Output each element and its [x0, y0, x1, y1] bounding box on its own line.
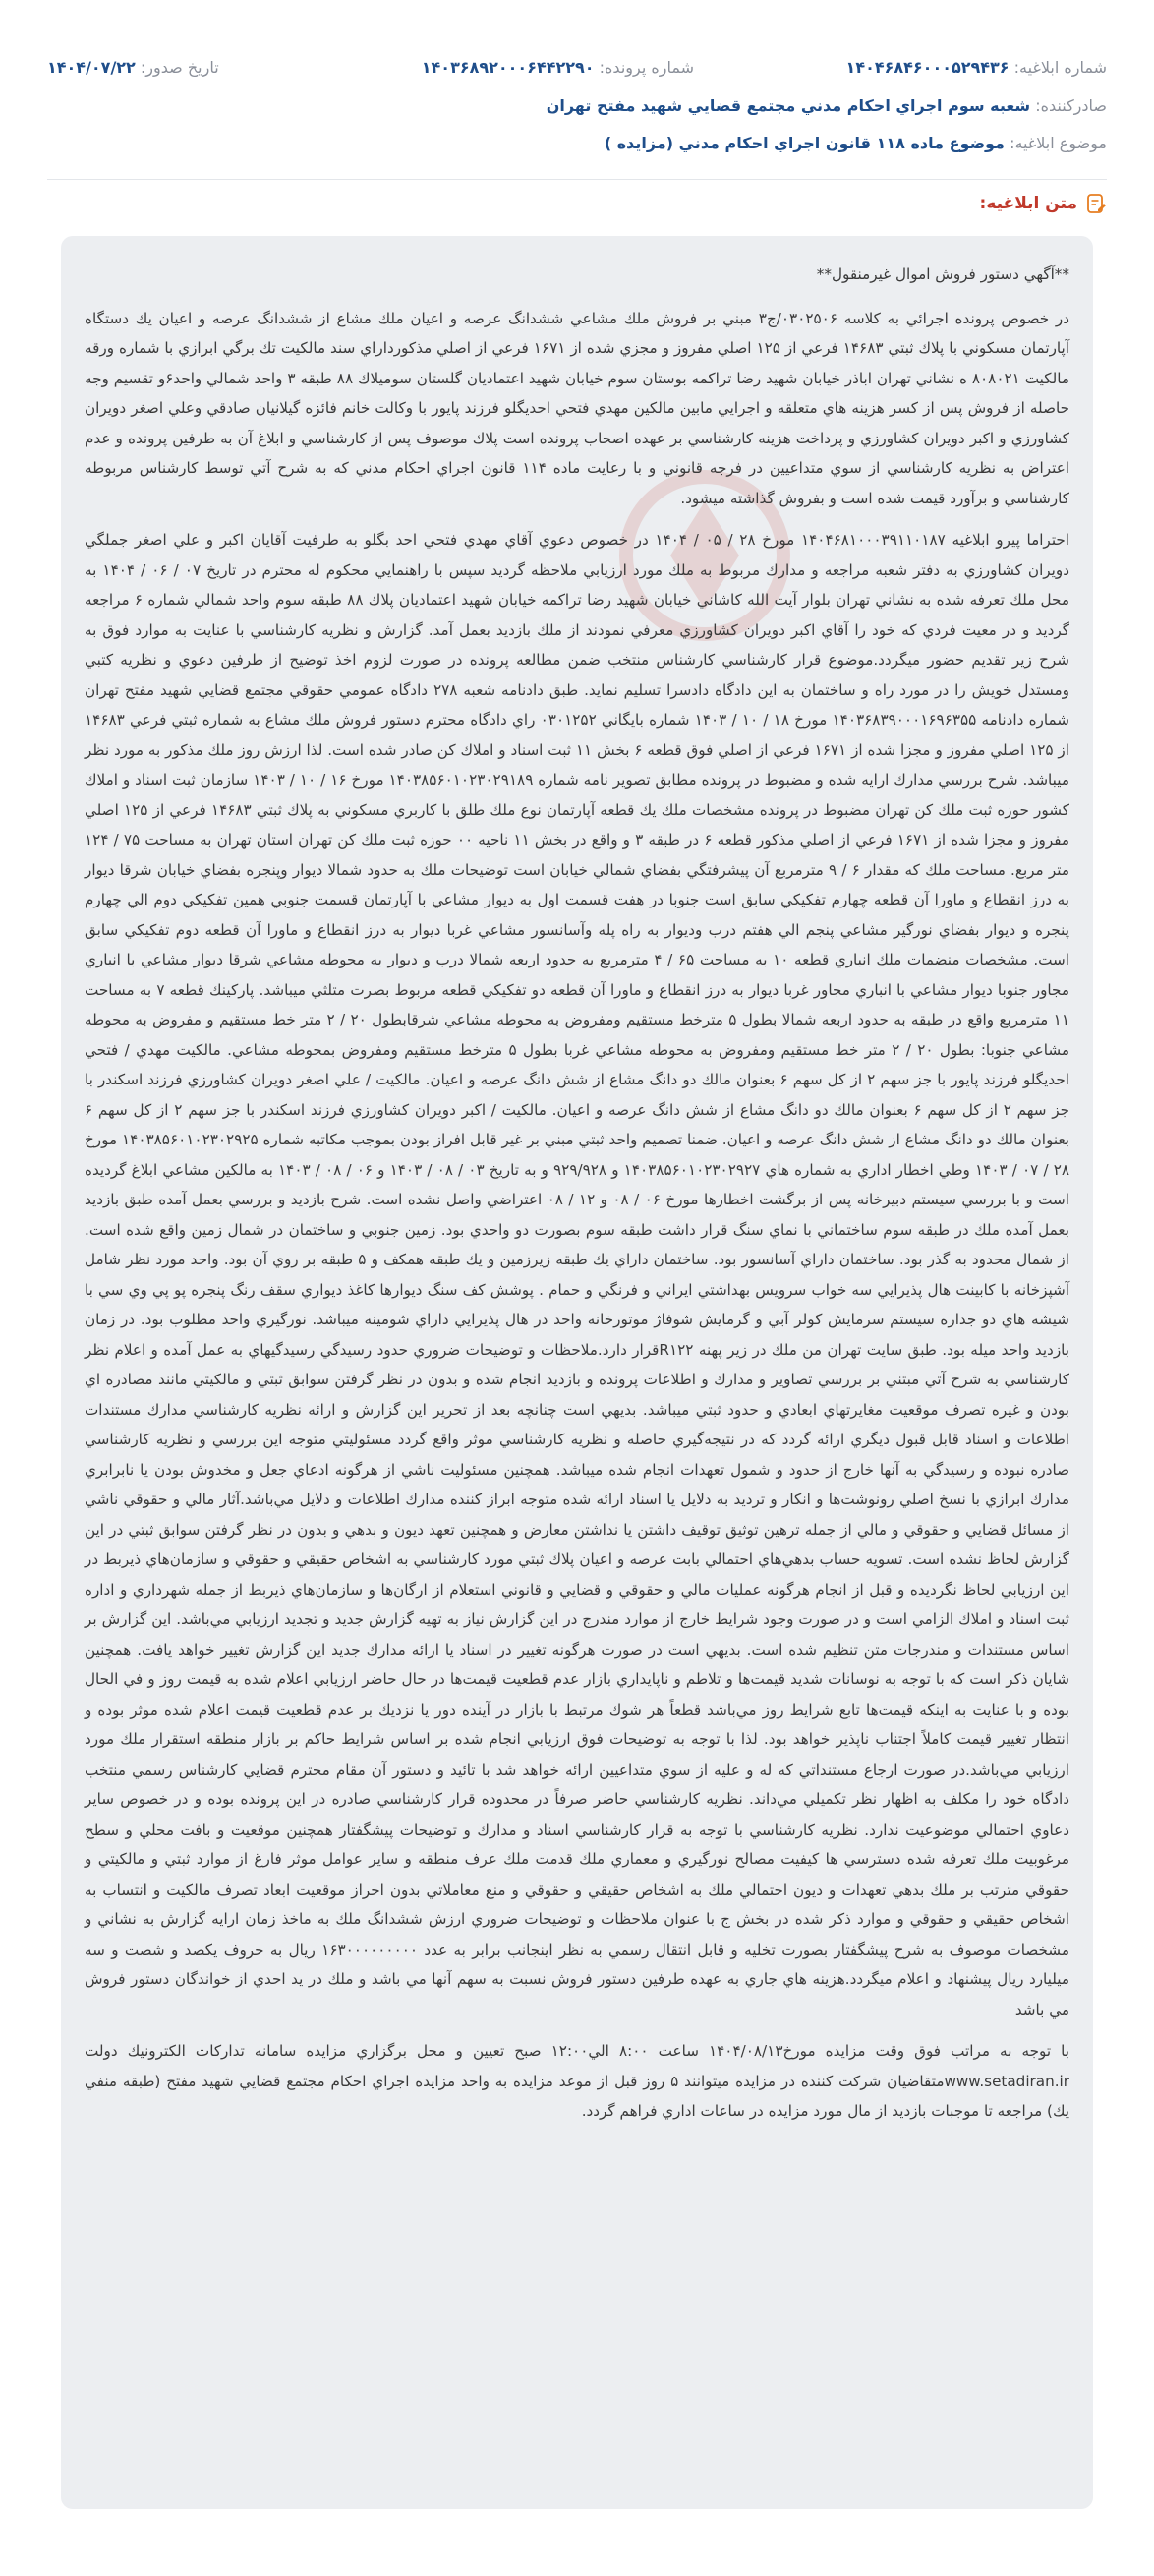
issuer-value: شعبه سوم اجراي احكام مدني مجتمع قضايي شهيد مفتح تهران: [546, 96, 1031, 115]
notice-number-label: شماره ابلاغیه:: [1013, 58, 1107, 77]
notice-body-card: [61, 236, 1093, 2509]
issue-date-label: تاریخ صدور:: [140, 58, 219, 77]
notice-paragraph-1: در خصوص پرونده اجرائي به كلاسه ۰۳۰۲۵۰۶/ج۳ مبني بر فروش ملك مشاعي ششدانگ عرصه و اعيان ملك مشاع از ششدانگ عرصه و اعيان يك دستگاه آپارتمان مسكوني با پلاك ثبتي ۱۴۶۸۳ فرعي از ۱۲۵ اصلي مفروز و مجزي شده از ۱۶۷۱ فرعي از اصلي مذكورداراي سند مالكيت تك برگي ابرازي با شماره ورقه مالكيت ۸۰۸۰۲۱ ه نشاني تهران اباذر خيابان شهيد رضا تراكمه بوستان سوم خيابان شهيد اعتماديان گلستان سوميلاك ۸۸ طبقه ۳ واحد شمالي واحد۶و تقسيم وجه حاصله از فروش پس از كسر هزينه هاي متعلقه و اجرايي مابين مالكين مهدي فتحي احديگلو فرزند پايور با وكالت خانم فائزه گيلانيان صادقي وعلي اصغر دويران كشاورزي و اكبر دويران كشاورزي و پرداخت هزينه كارشناسي بر عهده اصحاب پرونده است پلاك موصوف پس از كارشناسي و ابلاغ آن به طرفين پرونده و عدم اعتراض به نظريه كارشناسي از سوي متداعيين در فرجه قانوني و با رعايت ماده ۱۱۴ قانون اجراي احكام مدني كه به شرح آتي توسط كارشناس مربوطه كارشناسي و برآورد قيمت شده است و بفروش گذاشته ميشود.: [85, 309, 1069, 507]
notice-paragraph-3: با توجه به مراتب فوق وقت مزايده مورخ۱۴۰۴/۰۸/۱۳ ساعت ۸:۰۰ الي۱۲:۰۰ صبح تعيين و محل برگزاري مزايده سامانه تداركات الكترونيك دولت www.setadiran.irمتقاضيان شركت كننده در مزايده ميتوانند ۵ روز قبل از موعد مزايده به واحد مزايده اجراي احكام مجتمع قضايي شهيد مفتح (طبقه منفي يك) مراجعه تا موجبات بازديد از مال مورد مزايده در ساعات اداري فراهم گردد.: [85, 2042, 1070, 2120]
subject-label: موضوع ابلاغیه:: [1010, 134, 1107, 152]
issue-date: [47, 56, 219, 80]
issuer-row: [47, 94, 1107, 118]
issuer-label: صادرکننده:: [1035, 96, 1107, 115]
notice-paragraph-2: احتراما پيرو ابلاغيه ۱۴۰۴۶۸۱۰۰۰۳۹۱۱۰۱۸۷ مورخ ۲۸ / ۰۵ / ۱۴۰۴ در خصوص دعوي آقاي مهدي فتحي احد بگلو به طرفيت آقايان اكبر و علي اصغر جملگي دويران كشاورزي به دفتر شعبه مراجعه و مدارك مربوط به ملك مورد ارزيابي ملاحظه گرديد سپس با راهنمايي محكوم له محترم در تاريخ ۰۷ / ۰۶ / ۱۴۰۴ به محل ملك تعرفه شده به نشاني تهران بلوار آيت الله كاشاني خيابان شهيد رضا تراكمه خيابان شهيد اعتماديان پلاك ۸۸ طبقه سوم واحد شمالي شماره ۶ مراجعه گرديد و در معيت فردي كه خود را آقاي اكبر دويران كشاورزي معرفي نمودند از ملك بازديد بعمل آمد. گزارش و نظريه كارشناسي با عنايت به موارد فوق به شرح زير تقديم حضور ميگردد.موضوع قرار كارشناسي كارشناس منتخب ضمن مطالعه پرونده در صورت لزوم اخذ توضيح از طرفين دعوي و نظريه كتبي ومستدل خويش را در مورد راه و ساختمان به اين دادگاه دادسرا تسليم نمايد. طبق دادنامه شعبه ۲۷۸ دادگاه عمومي حقوقي مجتمع قضايي شهيد مفتح تهران شماره دادنامه ۱۴۰۳۶۸۳۹۰۰۰۱۶۹۶۳۵۵ مورخ ۱۸ / ۱۰ / ۱۴۰۳ شماره بايگاني ۰۳۰۱۲۵۲ راي دادگاه محترم دستور فروش ملك مشاع به شماره ثبتي فرعي ۱۴۶۸۳ از ۱۲۵ اصلي مفروز و مجزا شده از ۱۶۷۱ فرعي از اصلي فوق قطعه ۶ بخش ۱۱ ثبت اسناد و املاك كن صادر شده است. لذا ارزش روز ملك مذكور به مورد نظر ميباشد. شرح بررسي مدارك ارايه شده و مضبوط در پرونده مطابق تصوير نامه شماره ۱۴۰۳۸۵۶۰۱۰۲۳۰۲۹۱۸۹ مورخ ۱۶ / ۱۰ / ۱۴۰۳ سازمان ثبت اسناد و املاك كشور حوزه ثبت ملك كن تهران مضبوط در پرونده مشخصات ملك يك قطعه آپارتمان نوع ملك طلق با كاربري مسكوني به پلاك ثبتي ۱۴۶۸۳ فرعي از ۱۲۵ اصلي مفروز و مجزا شده از ۱۶۷۱ فرعي از اصلي مذكور قطعه ۶ در طبقه ۳ و واقع در بخش ۱۱ ناحيه ۰۰ حوزه ثبت ملك كن تهران استان تهران به مساحت ۷۵ / ۱۲۴ متر مربع. مساحت ملك كه مقدار ۶ / ۹ مترمربع آن پيشرفتگي بفضاي شمالي خيابان است توضيحات ملك به حدود شمالا ديوار وپنجره بفضاي خيابان شرقا ديوار به درز انقطاع و ماورا آن قطعه چهارم تفكيكي سابق است جنوبا در هفت قسمت اول به ديوار مشاعي با آپارتمان قسمت جنوبي همين تفكيكي دوم الي چهارم پنجره و ديوار بفضاي نورگير مشاعي پنجم الي هفتم درب وديوار به راه پله وآسانسور مشاعي غربا ديوار به درز انقطاع و ماورا آن قطعه دوم تفكيكي سابق است. مشخصات منضمات ملك انباري قطعه ۱۰ به مساحت ۶۵ / ۴ مترمربع به حدود اربعه شمالا درب و ديوار به محوطه مشاعي شرقا ديوار مشاعي با انباري مجاور جنوبا ديوار مشاعي با انباري مجاور غربا ديوار به درز انقطاع و ماورا آن قطعه دو تفكيكي قطعه مربوط بصرت متلثي ميباشد. پاركينك قطعه ۷ به مساحت ۱۱ مترمربع واقع در طبقه به حدود اربعه شمالا بطول ۵ مترخط مستقيم ومفروض به محوطه مشاعي شرقابطول ۲۰ / ۲ متر خط مستقيم و مفروض به محوطه مشاعي جنوبا: بطول ۲۰ / ۲ متر خط مستقيم ومفروض به محوطه مشاعي غربا بطول ۵ مترخط مستقيم ومفروض بمحوطه مشاعي. مالكيت مهدي / فتحي احديگلو فرزند پايور با جز سهم ۲ از كل سهم ۶ بعنوان مالك دو دانگ مشاع از شش دانگ عرصه و اعيان. مالكيت / علي اصغر دويران كشاورزي فرزند اسكندر با جز سهم ۲ از كل سهم ۶ بعنوان مالك دو دانگ مشاع از شش دانگ عرصه و اعيان. مالكيت / اكبر دويران كشاورزي فرزند اسكندر با جز سهم ۲ از كل سهم ۶ بعنوان مالك دو دانگ مشاع از شش دانگ عرصه و اعيان. ضمنا تصميم واحد ثبتي مبني بر غير قابل افراز بودن بموجب مكاتبه شماره ۱۴۰۳۸۵۶۰۱۰۲۳۰۲۹۲۵ مورخ ۲۸ / ۰۷ / ۱۴۰۳ وطي اخطار اداري به شماره هاي ۱۴۰۳۸۵۶۰۱۰۲۳۰۲۹۲۷ و ۹۲۹/۹۲۸ و به تاريخ ۰۳ / ۰۸ / ۱۴۰۳ و ۰۶ / ۰۸ / ۱۴۰۳ به مالكين مشاعي ابلاغ گرديده است و با بررسي سيستم دبيرخانه پس از برگشت اخطارها مورخ ۰۶ / ۰۸ و ۱۲ / ۰۸ اعتراضي واصل نشده است. شرح بازديد و بررسي بعمل آمده طبق بازديد بعمل آمده ملك در طبقه سوم ساختماني با نماي سنگ قرار داشت طبقه سوم بصورت دو واحدي بود. زمين جنوبي و ساختمان در شمال زمين واقع شده است. از شمال محدود به گذر بود. ساختمان داراي آسانسور بود. ساختمان داراي يك طبقه زيرزمين و يك طبقه همكف و ۵ طبقه بر روي آن بود. واحد مورد نظر شامل آشپزخانه با كابينت هال پذيرايي سه خواب سرويس بهداشتي ايراني و فرنگي و حمام . پوشش كف سنگ ديوارها كاغذ ديواري سقف رنگ پنجره پو پي وي سي با شيشه هاي دو جداره سيستم سرمايش كولر آبي و گرمايش شوفاژ موتورخانه واحد در هال پذيرايي داراي شومينه ميباشد. نورگيري واحد مطلوب بود. در زمان بازديد واحد ميله بود. طبق سايت تهران من ملك در زير پهنه R۱۲۲قرار دارد.ملاحظات و توضيحات ضروري حدود رسيدگي رسيدگيهاي به عمل آمده و اعلام نظر كارشناسي به شرح آتي مبتني بر بررسي تصاوير و مدارك و اطلاعات پرونده و بازديد انجام شده و بدون در نظر گرفتن سوابق ثبتي و مالكيتي مانند مصادره اي بودن و غيره تصرف موقعيت مغايرتهاي ابعادي و حدود ثبتي ميباشد. بديهي است چنانچه بعد از تحرير اين گزارش و ارائه نظريه كارشناسي مدارك مستندات اطلاعات و اسناد قابل قبول ديگري ارائه گردد كه در نتيجه‌گيري حاصله و نظريه كارشناسي موثر واقع گردد مسئوليتي متوجه اين بررسي و نظريه كارشناسي صادره نبوده و رسيدگي به آنها خارج از حدود و شمول تعهدات انجام شده ميباشد. همچنين مسئوليت ناشي از هرگونه ادعاي جعل و مخدوش بودن يا نابرابري مدارك ابرازي با نسخ اصلي رونوشت‌ها و انكار و ترديد به دلايل يا اسناد ارائه شده متوجه ابراز كننده مدارك اطلاعات و دلايل مي‌باشد.آثار مالي و حقوقي ناشي از مسائل قضايي و حقوقي و مالي از جمله ترهين توثيق توقيف داشتن يا نداشتن معارض و همچنين تعهد ديون و بدهي و بدون در نظر گرفتن سوابق ثبتي در اين گزارش لحاظ نشده است. تسويه حساب بدهي‌هاي احتمالي بابت عرصه و اعيان پلاك ثبتي مورد كارشناسي به اشخاص حقيقي و حقوقي و سازمان‌هاي ذيربط در اين ارزيابي لحاظ نگرديده و قبل از انجام هرگونه عمليات مالي و حقوقي و قضايي و قانوني استعلام از ارگان‌ها و سازمان‌هاي ذيربط از جمله شهرداري و اداره ثبت اسناد و املاك الزامي است و در صورت وجود شرايط خارج از موارد مندرج در اين گزارش نياز به تهيه گزارش جديد و تجديد ارزيابي مي‌باشد. اين گزارش بر اساس مستندات و مندرجات متن تنظيم شده است. بديهي است در صورت هرگونه تغيير در اسناد يا ارائه مدارك جديد اين گزارش تغيير خواهد يافت. همچنين شايان ذكر است كه با توجه به نوسانات شديد قيمت‌ها و تلاطم و ناپايداري بازار عدم قطعيت قيمت‌ها در حال حاضر ارزيابي اعلام شده به قيمت روز و في الحال بوده و با عنايت به اينكه قيمت‌ها تابع شرايط روز مي‌باشد قطعاً هر شوك مرتبط با بازار در آينده دور يا نزديك بر عدم قطعيت قيمت اعلام شده موثر بوده و انتظار تغيير قيمت كاملاً اجتناب ناپذير خواهد بود. لذا با توجه به توضيحات فوق ارزيابي انجام شده بر اساس شرايط حاكم بر بازار منطقه استقرار ملك مورد ارزيابي مي‌باشد.در صورت ارجاع مستنداتي كه له و عليه از سوي متداعيين ارائه خواهد شد با تائيد و دستور آن مقام محترم قضايي كارشناس رسمي منتخب دادگاه خود را مكلف به اظهار نظر تكميلي مي‌داند. نظريه كارشناسي حاضر صرفاً در محدوده قرار كارشناسي صادره در اين پرونده بوده و در خصوص ساير دعاوي احتمالي موضوعيت ندارد. نظريه كارشناسي با توجه به قرار كارشناسي اسناد و مدارك و توضيحات پيشگفتار همچنين موقعيت و بافت محلي و سطح مرغوبيت ملك تعرفه شده دسترسي ها كيفيت مصالح نورگيري و معماري ملك قدمت ملك عرف منطقه و ساير عوامل موثر فارغ از موارد ثبتي و مالكيتي و حقوقي مترتب بر ملك بدهي تعهدات و ديون احتمالي ملك به اشخاص حقيقي و حقوقي و منع معاملاتي بدون احراز موقعيت ابعاد تصرف مالكيت و انتساب به اشخاص حقيقي و حقوقي و موارد ذكر شده در بخش ج با عنوان ملاحظات و توضيحات ضروري ارزش ششدانگ ملك به ماخذ زمان ارايه گزارش به نشاني و مشخصات موصوف به شرح پيشگفتار بصورت تخليه و قابل انتقال رسمي به نظر اينجانب برابر به عدد ۱۶۳۰۰۰۰۰۰۰۰۰ ريال به حروف يكصد و شصت و سه ميليارد ريال پيشنهاد و اعلام ميگردد.هزينه هاي جاري به عهده طرفين دستور فروش نسبت به سهم آنها مي باشد و ملك در يد احدي از خواندگان دستور فروش مي باشد: [85, 531, 1070, 2019]
case-number-value: ۱۴۰۳۶۸۹۲۰۰۰۶۴۴۲۲۹۰: [421, 58, 595, 77]
notice-body-text: [85, 260, 1069, 2138]
subject-value: موضوع ماده ۱۱۸ قانون اجراي احكام مدني (مزايده ): [604, 134, 1005, 152]
notice-header: [0, 0, 1154, 177]
notice-heading: **آگهي دستور فروش اموال غيرمنقول**: [816, 265, 1069, 283]
section-title-text: متن ابلاغیه:: [979, 194, 1077, 213]
notice-number: [846, 56, 1107, 80]
issue-date-value: ۱۴۰۴/۰۷/۲۲: [47, 58, 136, 77]
notice-number-value: ۱۴۰۴۶۸۴۶۰۰۰۵۲۹۴۳۶: [845, 58, 1010, 77]
header-divider: [47, 179, 1107, 180]
subject-row: [47, 132, 1107, 155]
document-edit-icon: [1085, 193, 1107, 214]
case-number-label: شماره پرونده:: [599, 58, 694, 77]
case-number: [422, 56, 694, 80]
section-title: [980, 193, 1107, 214]
